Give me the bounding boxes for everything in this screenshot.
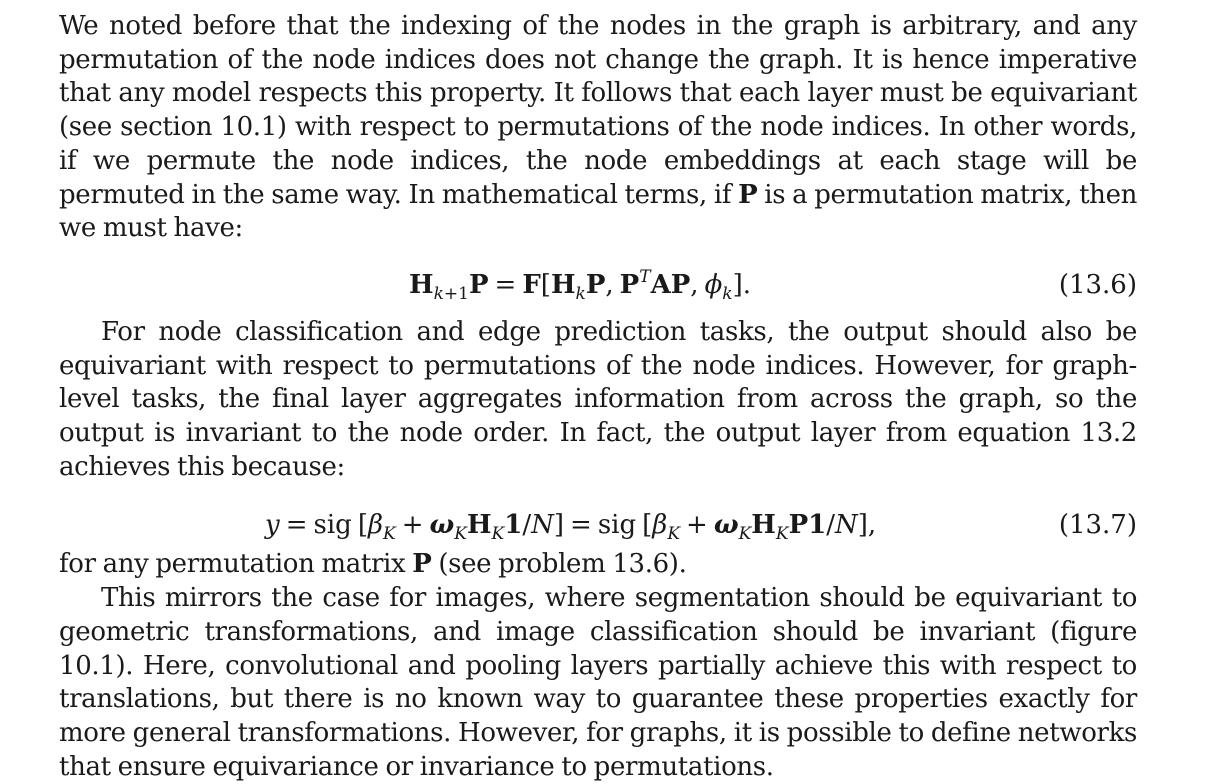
- paragraph-equivariance: [59, 10, 1137, 246]
- matrix-symbol: P: [412, 549, 432, 580]
- paragraph-permutation-note: [59, 548, 1137, 582]
- equation-expression: y = sig $[\beta_K + \omega_KH_K1/N]$ = sig $[\beta_K + \omega_KH_KP1/N]$,: [265, 510, 877, 545]
- equation-expression: $H_{k+1}P = F[H_kP$, $P^TAP$, $\phi_k$].: [409, 266, 752, 304]
- paragraph-text: We noted before that the indexing of the nodes in the graph is arbitrary, and any permutation of the node indices does not change the graph. It is hence imperative that any model respects this property. It follows that each layer must be equivariant (see section 10.1) with respect to permutations of the node indices. In other words, if we permute the node indices, the node embeddings at each stage will be permuted in the same way. In mathematical terms, if: [59, 11, 1137, 210]
- equation-number: (13.6): [1058, 269, 1137, 300]
- paragraph-text: is a permutation matrix, then we must have:: [59, 179, 1138, 244]
- equation-13-7: [59, 508, 1137, 545]
- paragraph-output-invariance: For node classification and edge prediction tasks, the output should also be equivariant with respect to permutations of the node indices. However, for graph-level tasks, the final layer aggregates information from across the graph, so the output is invariant to the node order. In fact, the output layer from equation 13.2 achieves this because:: [59, 316, 1137, 482]
- page-content: [59, 10, 1137, 784]
- equation-number: (13.7): [1058, 510, 1137, 541]
- paragraph-images-comparison: This mirrors the case for images, where segmentation should be equivariant to geometric transformations, and image classification should be invariant (figure 10.1). Here, convolutional and pooling layers partially achieve this with respect to translations, but there is no known way to guarantee these properties exactly for more general transformations. However, for graphs, it is possible to define networks that ensure equivariance or invariance to permutations.: [59, 583, 1137, 782]
- matrix-symbol: P: [738, 179, 758, 210]
- paragraph-text: for any permutation matrix: [59, 549, 413, 580]
- equation-13-6: [59, 268, 1137, 302]
- paragraph-text: (see problem 13.6).: [431, 549, 687, 580]
